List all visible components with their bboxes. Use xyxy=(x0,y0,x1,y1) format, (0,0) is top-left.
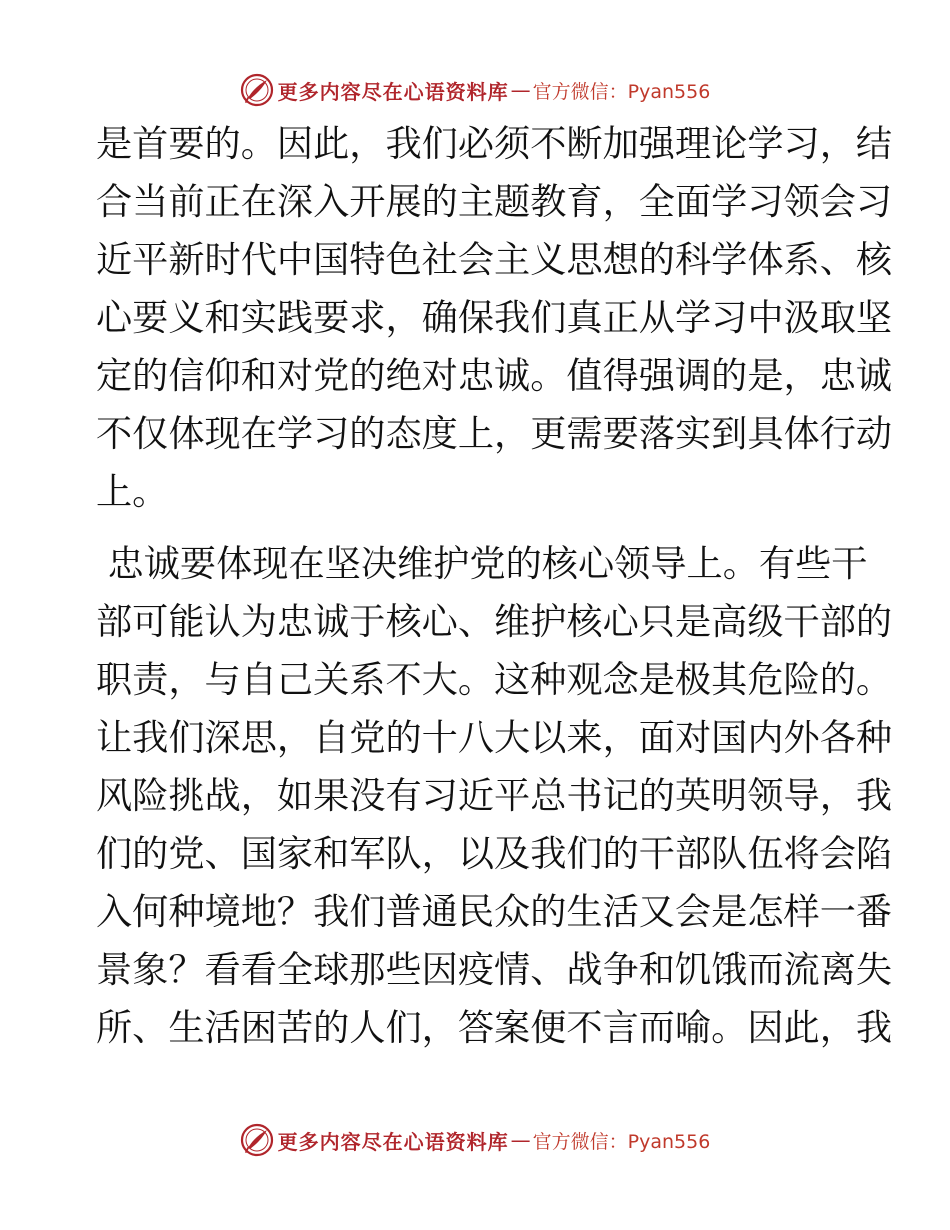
text-line: 上。 xyxy=(96,470,169,513)
document-body xyxy=(96,115,893,1057)
text-line: 所、生活困苦的人们，答案便不言而喻。因此，我 xyxy=(96,1006,893,1049)
text-line: 们的党、国家和军队，以及我们的干部队伍将会陷 xyxy=(96,832,893,875)
paragraph xyxy=(96,535,893,1057)
footer-banner xyxy=(0,1120,950,1160)
footer-wechat-text: 官方微信：Pyan556 xyxy=(532,1130,711,1153)
text-line: 风险挑战，如果没有习近平总书记的英明领导，我 xyxy=(96,774,893,817)
header-site-text: 更多内容尽在心语资料库 xyxy=(277,79,509,104)
text-line: 忠诚要体现在坚决维护党的核心领导上。有些干 xyxy=(96,542,868,585)
text-line: 入何种境地？我们普通民众的生活又会是怎样一番 xyxy=(96,890,893,933)
header-dash: — xyxy=(510,78,531,102)
footer-dash: — xyxy=(510,1128,531,1152)
header-wechat-text: 官方微信：Pyan556 xyxy=(532,80,711,103)
text-line: 心要义和实践要求，确保我们真正从学习中汲取坚 xyxy=(96,296,893,339)
text-line: 近平新时代中国特色社会主义思想的科学体系、核 xyxy=(96,238,893,281)
footer-site-text: 更多内容尽在心语资料库 xyxy=(277,1129,509,1154)
paragraph xyxy=(96,115,893,521)
text-line: 不仅体现在学习的态度上，更需要落实到具体行动 xyxy=(96,412,893,455)
text-line: 部可能认为忠诚于核心、维护核心只是高级干部的 xyxy=(96,600,893,643)
text-line: 定的信仰和对党的绝对忠诚。值得强调的是，忠诚 xyxy=(96,354,893,397)
text-line: 景象？看看全球那些因疫情、战争和饥饿而流离失 xyxy=(96,948,893,991)
quill-logo-icon xyxy=(240,73,274,107)
paragraph-gap xyxy=(96,521,856,535)
text-line: 是首要的。因此，我们必须不断加强理论学习，结 xyxy=(96,122,893,165)
text-line: 职责，与自己关系不大。这种观念是极其危险的。 xyxy=(96,658,893,701)
text-line: 让我们深思，自党的十八大以来，面对国内外各种 xyxy=(96,716,893,759)
quill-logo-icon xyxy=(240,1123,274,1157)
text-line: 合当前正在深入开展的主题教育，全面学习领会习 xyxy=(96,180,893,223)
header-banner xyxy=(0,70,950,110)
